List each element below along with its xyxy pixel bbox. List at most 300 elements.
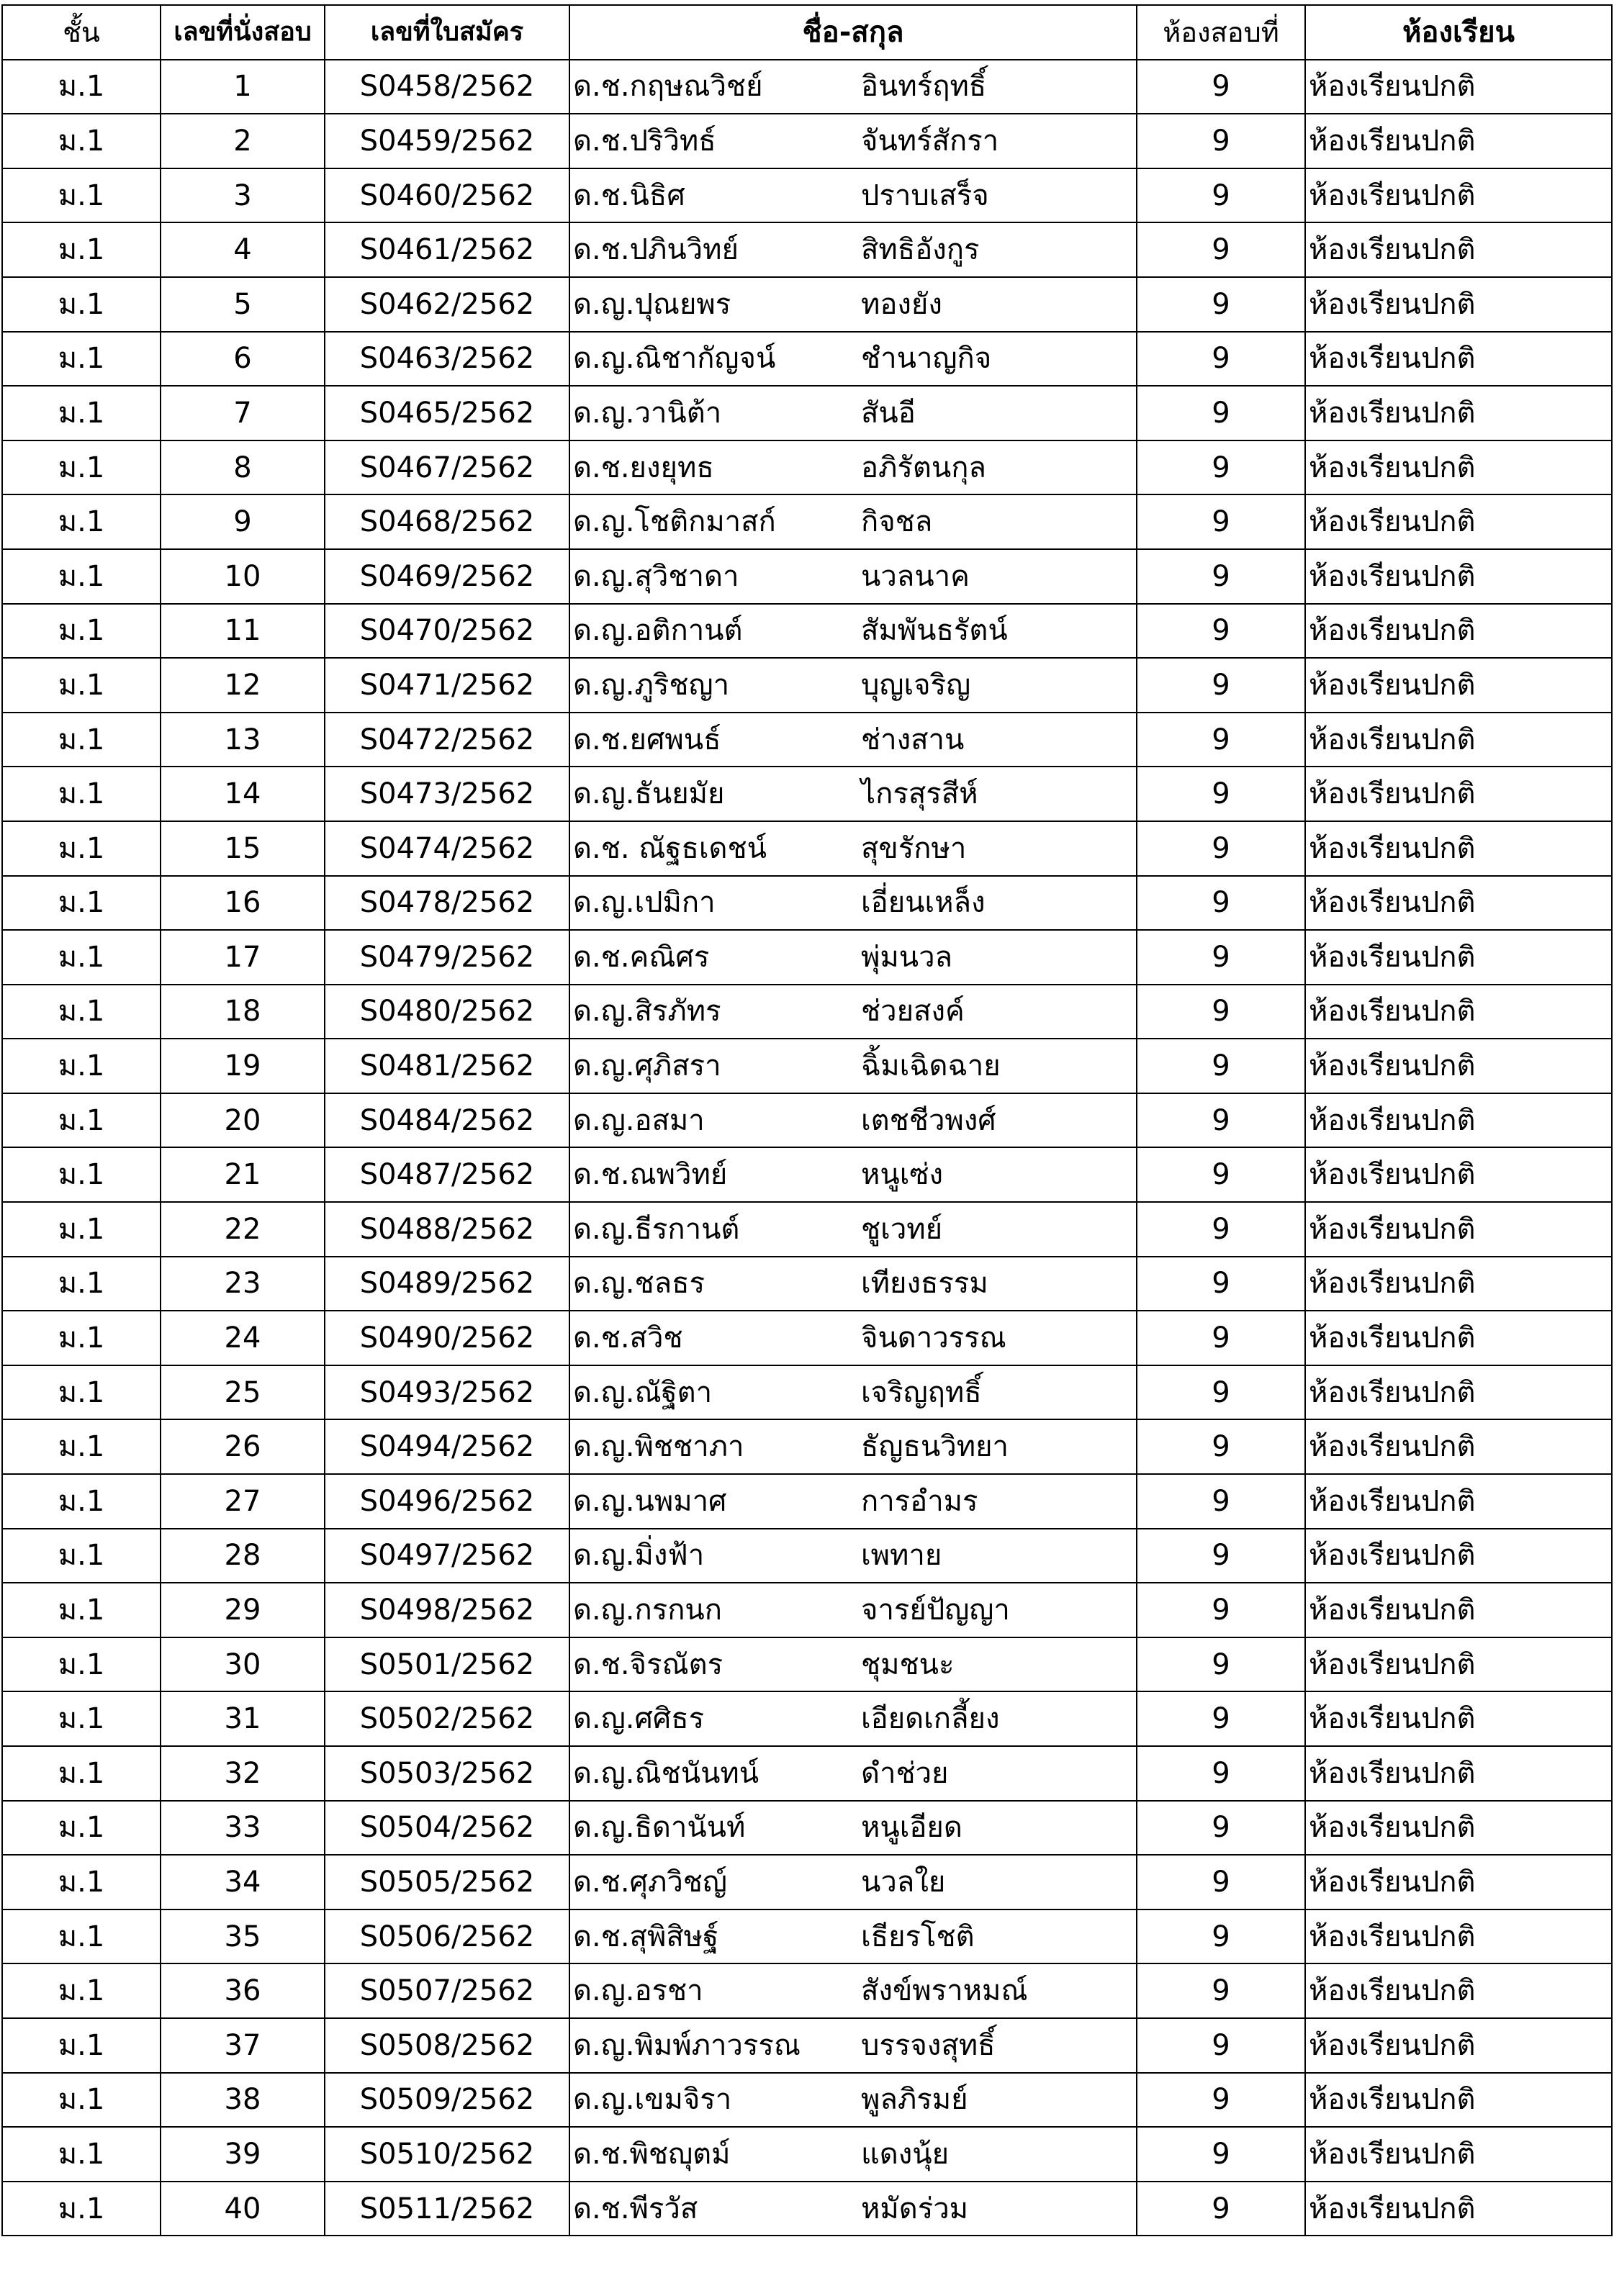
first-name: ด.ญ.นพมาศ <box>573 1484 727 1518</box>
cell-level: ม.1 <box>2 1529 161 1583</box>
cell-level: ม.1 <box>2 2018 161 2073</box>
first-name: ด.ญ.พิมพ์ภาวรรณ <box>573 2028 801 2062</box>
last-name: ปราบเสร็จ <box>861 178 989 212</box>
cell-classroom: ห้องเรียนปกติ <box>1305 168 1612 223</box>
cell-seat-no: 2 <box>161 114 325 168</box>
cell-level: ม.1 <box>2 1909 161 1964</box>
table-row <box>2 168 1612 223</box>
cell-seat-no: 38 <box>161 2073 325 2128</box>
cell-application-no: S0470/2562 <box>325 604 569 659</box>
cell-seat-no: 3 <box>161 168 325 223</box>
cell-classroom: ห้องเรียนปกติ <box>1305 1583 1612 1637</box>
cell-application-no: S0505/2562 <box>325 1855 569 1909</box>
cell-application-no: S0503/2562 <box>325 1746 569 1801</box>
cell-level: ม.1 <box>2 1311 161 1365</box>
cell-exam-room: 9 <box>1137 876 1305 931</box>
table-row <box>2 1801 1612 1856</box>
cell-classroom: ห้องเรียนปกติ <box>1305 821 1612 876</box>
cell-seat-no: 34 <box>161 1855 325 1909</box>
table-row <box>2 549 1612 604</box>
cell-exam-room: 9 <box>1137 1637 1305 1692</box>
cell-exam-room: 9 <box>1137 440 1305 495</box>
table-row <box>2 386 1612 440</box>
cell-seat-no: 9 <box>161 494 325 549</box>
table-row <box>2 1909 1612 1964</box>
cell-exam-room: 9 <box>1137 985 1305 1039</box>
cell-name <box>569 1419 1137 1474</box>
cell-name <box>569 2018 1137 2073</box>
cell-application-no: S0493/2562 <box>325 1365 569 1420</box>
cell-exam-room: 9 <box>1137 1365 1305 1420</box>
first-name: ด.ช.คณิศร <box>573 940 710 974</box>
cell-classroom: ห้องเรียนปกติ <box>1305 2073 1612 2128</box>
last-name: พุ่มนวล <box>861 940 953 974</box>
table-row <box>2 1311 1612 1365</box>
cell-seat-no: 18 <box>161 985 325 1039</box>
table-row <box>2 1419 1612 1474</box>
cell-name <box>569 1202 1137 1257</box>
cell-seat-no: 39 <box>161 2127 325 2182</box>
cell-level: ม.1 <box>2 277 161 332</box>
cell-seat-no: 30 <box>161 1637 325 1692</box>
first-name: ด.ญ.ณิชากัญจน์ <box>573 342 776 376</box>
first-name: ด.ญ.พิชชาภา <box>573 1430 744 1464</box>
table-row <box>2 332 1612 387</box>
last-name: เพทาย <box>861 1539 942 1573</box>
cell-application-no: S0471/2562 <box>325 658 569 713</box>
cell-exam-room: 9 <box>1137 713 1305 767</box>
cell-application-no: S0478/2562 <box>325 876 569 931</box>
cell-exam-room: 9 <box>1137 1039 1305 1093</box>
cell-exam-room: 9 <box>1137 168 1305 223</box>
cell-name <box>569 985 1137 1039</box>
cell-level: ม.1 <box>2 658 161 713</box>
cell-name <box>569 1801 1137 1856</box>
cell-seat-no: 14 <box>161 767 325 821</box>
cell-level: ม.1 <box>2 604 161 659</box>
table-row <box>2 2073 1612 2128</box>
cell-application-no: S0501/2562 <box>325 1637 569 1692</box>
table-row <box>2 440 1612 495</box>
cell-name <box>569 1093 1137 1148</box>
last-name: จันทร์สักรา <box>861 124 999 158</box>
cell-classroom: ห้องเรียนปกติ <box>1305 767 1612 821</box>
cell-level: ม.1 <box>2 114 161 168</box>
cell-classroom: ห้องเรียนปกติ <box>1305 2182 1612 2236</box>
last-name: พูลภิรมย์ <box>861 2083 968 2117</box>
table-row <box>2 1147 1612 1202</box>
cell-name <box>569 494 1137 549</box>
cell-seat-no: 4 <box>161 222 325 277</box>
cell-name <box>569 1257 1137 1311</box>
cell-name <box>569 440 1137 495</box>
cell-classroom: ห้องเรียนปกติ <box>1305 222 1612 277</box>
cell-exam-room: 9 <box>1137 2182 1305 2236</box>
table-row <box>2 1691 1612 1746</box>
cell-seat-no: 29 <box>161 1583 325 1637</box>
cell-exam-room: 9 <box>1137 2018 1305 2073</box>
cell-classroom: ห้องเรียนปกติ <box>1305 985 1612 1039</box>
last-name: หนูเซ่ง <box>861 1158 944 1192</box>
first-name: ด.ญ.ภูริชญา <box>573 668 730 702</box>
cell-application-no: S0460/2562 <box>325 168 569 223</box>
last-name: ช่วยสงค์ <box>861 995 965 1029</box>
cell-name <box>569 876 1137 931</box>
cell-exam-room: 9 <box>1137 1257 1305 1311</box>
cell-exam-room: 9 <box>1137 821 1305 876</box>
first-name: ด.ญ.ศุภิสรา <box>573 1049 721 1083</box>
last-name: ไกรสุรสีห์ <box>861 777 978 811</box>
table-row <box>2 604 1612 659</box>
last-name: เทียงธรรม <box>861 1267 988 1301</box>
cell-level: ม.1 <box>2 1746 161 1801</box>
cell-exam-room: 9 <box>1137 494 1305 549</box>
first-name: ด.ช.ปภินวิทย์ <box>573 233 739 267</box>
cell-name <box>569 2073 1137 2128</box>
table-row <box>2 114 1612 168</box>
first-name: ด.ช.สวิช <box>573 1321 683 1355</box>
cell-classroom: ห้องเรียนปกติ <box>1305 1474 1612 1529</box>
cell-seat-no: 25 <box>161 1365 325 1420</box>
last-name: สุขรักษา <box>861 831 967 865</box>
cell-application-no: S0509/2562 <box>325 2073 569 2128</box>
header-level: ชั้น <box>2 5 161 60</box>
cell-seat-no: 23 <box>161 1257 325 1311</box>
cell-application-no: S0479/2562 <box>325 930 569 985</box>
last-name: เธียรโชติ <box>861 1920 975 1953</box>
cell-level: ม.1 <box>2 222 161 277</box>
cell-application-no: S0507/2562 <box>325 1963 569 2018</box>
first-name: ด.ช.นิธิศ <box>573 178 685 212</box>
table-row <box>2 1855 1612 1909</box>
cell-classroom: ห้องเรียนปกติ <box>1305 1963 1612 2018</box>
cell-level: ม.1 <box>2 1202 161 1257</box>
table-row <box>2 1746 1612 1801</box>
last-name: สังข์พราหมณ์ <box>861 1974 1028 2008</box>
cell-application-no: S0459/2562 <box>325 114 569 168</box>
cell-seat-no: 6 <box>161 332 325 387</box>
cell-classroom: ห้องเรียนปกติ <box>1305 1637 1612 1692</box>
cell-level: ม.1 <box>2 2073 161 2128</box>
cell-level: ม.1 <box>2 2182 161 2236</box>
cell-exam-room: 9 <box>1137 1419 1305 1474</box>
cell-name <box>569 1909 1137 1964</box>
cell-seat-no: 16 <box>161 876 325 931</box>
cell-name <box>569 1637 1137 1692</box>
cell-level: ม.1 <box>2 494 161 549</box>
cell-name <box>569 1963 1137 2018</box>
cell-seat-no: 28 <box>161 1529 325 1583</box>
cell-name <box>569 277 1137 332</box>
cell-name <box>569 1855 1137 1909</box>
last-name: กิจชล <box>861 505 933 539</box>
last-name: สันอี <box>861 396 916 430</box>
cell-classroom: ห้องเรียนปกติ <box>1305 1039 1612 1093</box>
cell-application-no: S0490/2562 <box>325 1311 569 1365</box>
cell-seat-no: 32 <box>161 1746 325 1801</box>
cell-exam-room: 9 <box>1137 1855 1305 1909</box>
cell-classroom: ห้องเรียนปกติ <box>1305 1419 1612 1474</box>
header-name: ชื่อ-สกุล <box>569 5 1137 60</box>
first-name: ด.ญ.ปุณยพร <box>573 287 731 321</box>
last-name: นวลนาค <box>861 559 970 593</box>
cell-exam-room: 9 <box>1137 2127 1305 2182</box>
cell-classroom: ห้องเรียนปกติ <box>1305 604 1612 659</box>
cell-exam-room: 9 <box>1137 1147 1305 1202</box>
header-classroom: ห้องเรียน <box>1305 5 1612 60</box>
cell-level: ม.1 <box>2 1691 161 1746</box>
table-row <box>2 222 1612 277</box>
cell-exam-room: 9 <box>1137 1909 1305 1964</box>
cell-classroom: ห้องเรียนปกติ <box>1305 332 1612 387</box>
cell-level: ม.1 <box>2 168 161 223</box>
cell-seat-no: 40 <box>161 2182 325 2236</box>
table-row <box>2 60 1612 114</box>
cell-name <box>569 2182 1137 2236</box>
first-name: ด.ช. ณัฐธเดชน์ <box>573 831 767 865</box>
cell-level: ม.1 <box>2 767 161 821</box>
first-name: ด.ญ.อติกานต์ <box>573 614 743 648</box>
cell-classroom: ห้องเรียนปกติ <box>1305 1311 1612 1365</box>
first-name: ด.ช.ณพวิทย์ <box>573 1158 728 1192</box>
cell-application-no: S0480/2562 <box>325 985 569 1039</box>
cell-exam-room: 9 <box>1137 767 1305 821</box>
cell-name <box>569 60 1137 114</box>
table-row <box>2 658 1612 713</box>
cell-name <box>569 1746 1137 1801</box>
cell-classroom: ห้องเรียนปกติ <box>1305 658 1612 713</box>
cell-name <box>569 114 1137 168</box>
first-name: ด.ญ.สิรภัทร <box>573 995 721 1029</box>
cell-seat-no: 37 <box>161 2018 325 2073</box>
cell-classroom: ห้องเรียนปกติ <box>1305 386 1612 440</box>
cell-exam-room: 9 <box>1137 604 1305 659</box>
table-row <box>2 1583 1612 1637</box>
cell-application-no: S0458/2562 <box>325 60 569 114</box>
cell-seat-no: 15 <box>161 821 325 876</box>
first-name: ด.ญ.ณัฐิตา <box>573 1375 713 1409</box>
cell-name <box>569 332 1137 387</box>
cell-level: ม.1 <box>2 2127 161 2182</box>
cell-name <box>569 930 1137 985</box>
cell-level: ม.1 <box>2 549 161 604</box>
last-name: อินทร์ฤทธิ์ <box>861 70 987 104</box>
last-name: เอียดเกลี้ยง <box>861 1702 1000 1736</box>
cell-classroom: ห้องเรียนปกติ <box>1305 1909 1612 1964</box>
cell-seat-no: 8 <box>161 440 325 495</box>
first-name: ด.ญ.ชลธร <box>573 1267 705 1301</box>
header-seat-no: เลขที่นั่งสอบ <box>161 5 325 60</box>
last-name: เตชชีวพงศ์ <box>861 1103 996 1137</box>
cell-classroom: ห้องเรียนปกติ <box>1305 549 1612 604</box>
cell-seat-no: 13 <box>161 713 325 767</box>
cell-name <box>569 1365 1137 1420</box>
cell-application-no: S0473/2562 <box>325 767 569 821</box>
cell-application-no: S0496/2562 <box>325 1474 569 1529</box>
cell-seat-no: 26 <box>161 1419 325 1474</box>
cell-name <box>569 222 1137 277</box>
first-name: ด.ช.กฤษณวิชย์ <box>573 70 763 104</box>
table-row <box>2 2018 1612 2073</box>
first-name: ด.ญ.โชติกมาสก์ <box>573 505 776 539</box>
cell-exam-room: 9 <box>1137 60 1305 114</box>
cell-classroom: ห้องเรียนปกติ <box>1305 1365 1612 1420</box>
cell-classroom: ห้องเรียนปกติ <box>1305 1691 1612 1746</box>
cell-application-no: S0484/2562 <box>325 1093 569 1148</box>
table-row <box>2 821 1612 876</box>
cell-level: ม.1 <box>2 1637 161 1692</box>
first-name: ด.ช.พีรวัส <box>573 2192 698 2225</box>
first-name: ด.ช.ยศพนธ์ <box>573 723 721 756</box>
cell-name <box>569 1311 1137 1365</box>
cell-application-no: S0504/2562 <box>325 1801 569 1856</box>
table-body <box>2 60 1612 2236</box>
cell-name <box>569 713 1137 767</box>
cell-name <box>569 604 1137 659</box>
last-name: ฉิ้มเฉิดฉาย <box>861 1049 1001 1083</box>
last-name: ช่างสาน <box>861 723 965 756</box>
last-name: อภิรัตนกุล <box>861 451 986 484</box>
cell-application-no: S0487/2562 <box>325 1147 569 1202</box>
cell-classroom: ห้องเรียนปกติ <box>1305 1093 1612 1148</box>
cell-seat-no: 33 <box>161 1801 325 1856</box>
first-name: ด.ญ.ธันยมัย <box>573 777 725 811</box>
cell-seat-no: 10 <box>161 549 325 604</box>
last-name: ดำช่วย <box>861 1756 949 1790</box>
cell-exam-room: 9 <box>1137 1202 1305 1257</box>
first-name: ด.ญ.เปมิกา <box>573 886 716 920</box>
cell-classroom: ห้องเรียนปกติ <box>1305 1801 1612 1856</box>
first-name: ด.ช.ยงยุทธ <box>573 451 714 484</box>
cell-exam-room: 9 <box>1137 386 1305 440</box>
table-row <box>2 767 1612 821</box>
cell-seat-no: 20 <box>161 1093 325 1148</box>
table-row <box>2 1202 1612 1257</box>
header-application-no: เลขที่ใบสมัคร <box>325 5 569 60</box>
cell-name <box>569 767 1137 821</box>
cell-level: ม.1 <box>2 876 161 931</box>
cell-application-no: S0510/2562 <box>325 2127 569 2182</box>
cell-exam-room: 9 <box>1137 1963 1305 2018</box>
cell-exam-room: 9 <box>1137 1474 1305 1529</box>
table-row <box>2 2182 1612 2236</box>
first-name: ด.ญ.อสมา <box>573 1103 705 1137</box>
first-name: ด.ญ.ธิดานันท์ <box>573 1811 746 1845</box>
cell-seat-no: 12 <box>161 658 325 713</box>
table-row <box>2 1257 1612 1311</box>
cell-seat-no: 5 <box>161 277 325 332</box>
first-name: ด.ช.สุพิสิษฐ์ <box>573 1920 719 1953</box>
first-name: ด.ช.ศุภวิชญ์ <box>573 1865 728 1899</box>
cell-level: ม.1 <box>2 1419 161 1474</box>
cell-level: ม.1 <box>2 713 161 767</box>
cell-classroom: ห้องเรียนปกติ <box>1305 1746 1612 1801</box>
cell-classroom: ห้องเรียนปกติ <box>1305 1202 1612 1257</box>
cell-seat-no: 31 <box>161 1691 325 1746</box>
cell-level: ม.1 <box>2 1039 161 1093</box>
cell-seat-no: 27 <box>161 1474 325 1529</box>
cell-level: ม.1 <box>2 1257 161 1311</box>
cell-application-no: S0469/2562 <box>325 549 569 604</box>
table-row <box>2 1365 1612 1420</box>
cell-classroom: ห้องเรียนปกติ <box>1305 114 1612 168</box>
table-row <box>2 1963 1612 2018</box>
cell-seat-no: 21 <box>161 1147 325 1202</box>
cell-application-no: S0494/2562 <box>325 1419 569 1474</box>
last-name: สัมพันธรัตน์ <box>861 614 1008 648</box>
cell-name <box>569 1147 1137 1202</box>
cell-level: ม.1 <box>2 1093 161 1148</box>
cell-exam-room: 9 <box>1137 2073 1305 2128</box>
cell-name <box>569 1583 1137 1637</box>
cell-exam-room: 9 <box>1137 1529 1305 1583</box>
cell-application-no: S0462/2562 <box>325 277 569 332</box>
cell-application-no: S0511/2562 <box>325 2182 569 2236</box>
first-name: ด.ช.จิรณัตร <box>573 1648 723 1681</box>
cell-exam-room: 9 <box>1137 1583 1305 1637</box>
last-name: การอำมร <box>861 1484 978 1518</box>
first-name: ด.ญ.กรกนก <box>573 1594 722 1627</box>
cell-classroom: ห้องเรียนปกติ <box>1305 930 1612 985</box>
first-name: ด.ญ.วานิต้า <box>573 396 722 430</box>
cell-level: ม.1 <box>2 1855 161 1909</box>
first-name: ด.ญ.สุวิชาดา <box>573 559 739 593</box>
cell-exam-room: 9 <box>1137 277 1305 332</box>
cell-exam-room: 9 <box>1137 222 1305 277</box>
cell-application-no: S0467/2562 <box>325 440 569 495</box>
first-name: ด.ญ.ศศิธร <box>573 1702 705 1736</box>
cell-exam-room: 9 <box>1137 114 1305 168</box>
cell-level: ม.1 <box>2 1963 161 2018</box>
last-name: ชูเวทย์ <box>861 1212 943 1246</box>
cell-classroom: ห้องเรียนปกติ <box>1305 2018 1612 2073</box>
cell-level: ม.1 <box>2 930 161 985</box>
cell-seat-no: 17 <box>161 930 325 985</box>
cell-level: ม.1 <box>2 386 161 440</box>
cell-seat-no: 22 <box>161 1202 325 1257</box>
cell-exam-room: 9 <box>1137 332 1305 387</box>
cell-classroom: ห้องเรียนปกติ <box>1305 1529 1612 1583</box>
cell-name <box>569 2127 1137 2182</box>
cell-exam-room: 9 <box>1137 1691 1305 1746</box>
last-name: แดงนุ้ย <box>861 2137 950 2171</box>
cell-application-no: S0506/2562 <box>325 1909 569 1964</box>
first-name: ด.ญ.มิ่งฟ้า <box>573 1539 705 1573</box>
table-row <box>2 494 1612 549</box>
cell-exam-room: 9 <box>1137 1093 1305 1148</box>
last-name: หนูเอียด <box>861 1811 962 1845</box>
cell-seat-no: 35 <box>161 1909 325 1964</box>
last-name: ทองยัง <box>861 287 942 321</box>
cell-exam-room: 9 <box>1137 1311 1305 1365</box>
cell-level: ม.1 <box>2 821 161 876</box>
table-row <box>2 713 1612 767</box>
cell-classroom: ห้องเรียนปกติ <box>1305 277 1612 332</box>
cell-application-no: S0463/2562 <box>325 332 569 387</box>
cell-seat-no: 1 <box>161 60 325 114</box>
cell-exam-room: 9 <box>1137 930 1305 985</box>
cell-classroom: ห้องเรียนปกติ <box>1305 60 1612 114</box>
cell-exam-room: 9 <box>1137 658 1305 713</box>
cell-classroom: ห้องเรียนปกติ <box>1305 1257 1612 1311</box>
cell-name <box>569 821 1137 876</box>
cell-level: ม.1 <box>2 1801 161 1856</box>
cell-classroom: ห้องเรียนปกติ <box>1305 494 1612 549</box>
cell-level: ม.1 <box>2 1583 161 1637</box>
cell-classroom: ห้องเรียนปกติ <box>1305 2127 1612 2182</box>
cell-application-no: S0502/2562 <box>325 1691 569 1746</box>
cell-classroom: ห้องเรียนปกติ <box>1305 876 1612 931</box>
